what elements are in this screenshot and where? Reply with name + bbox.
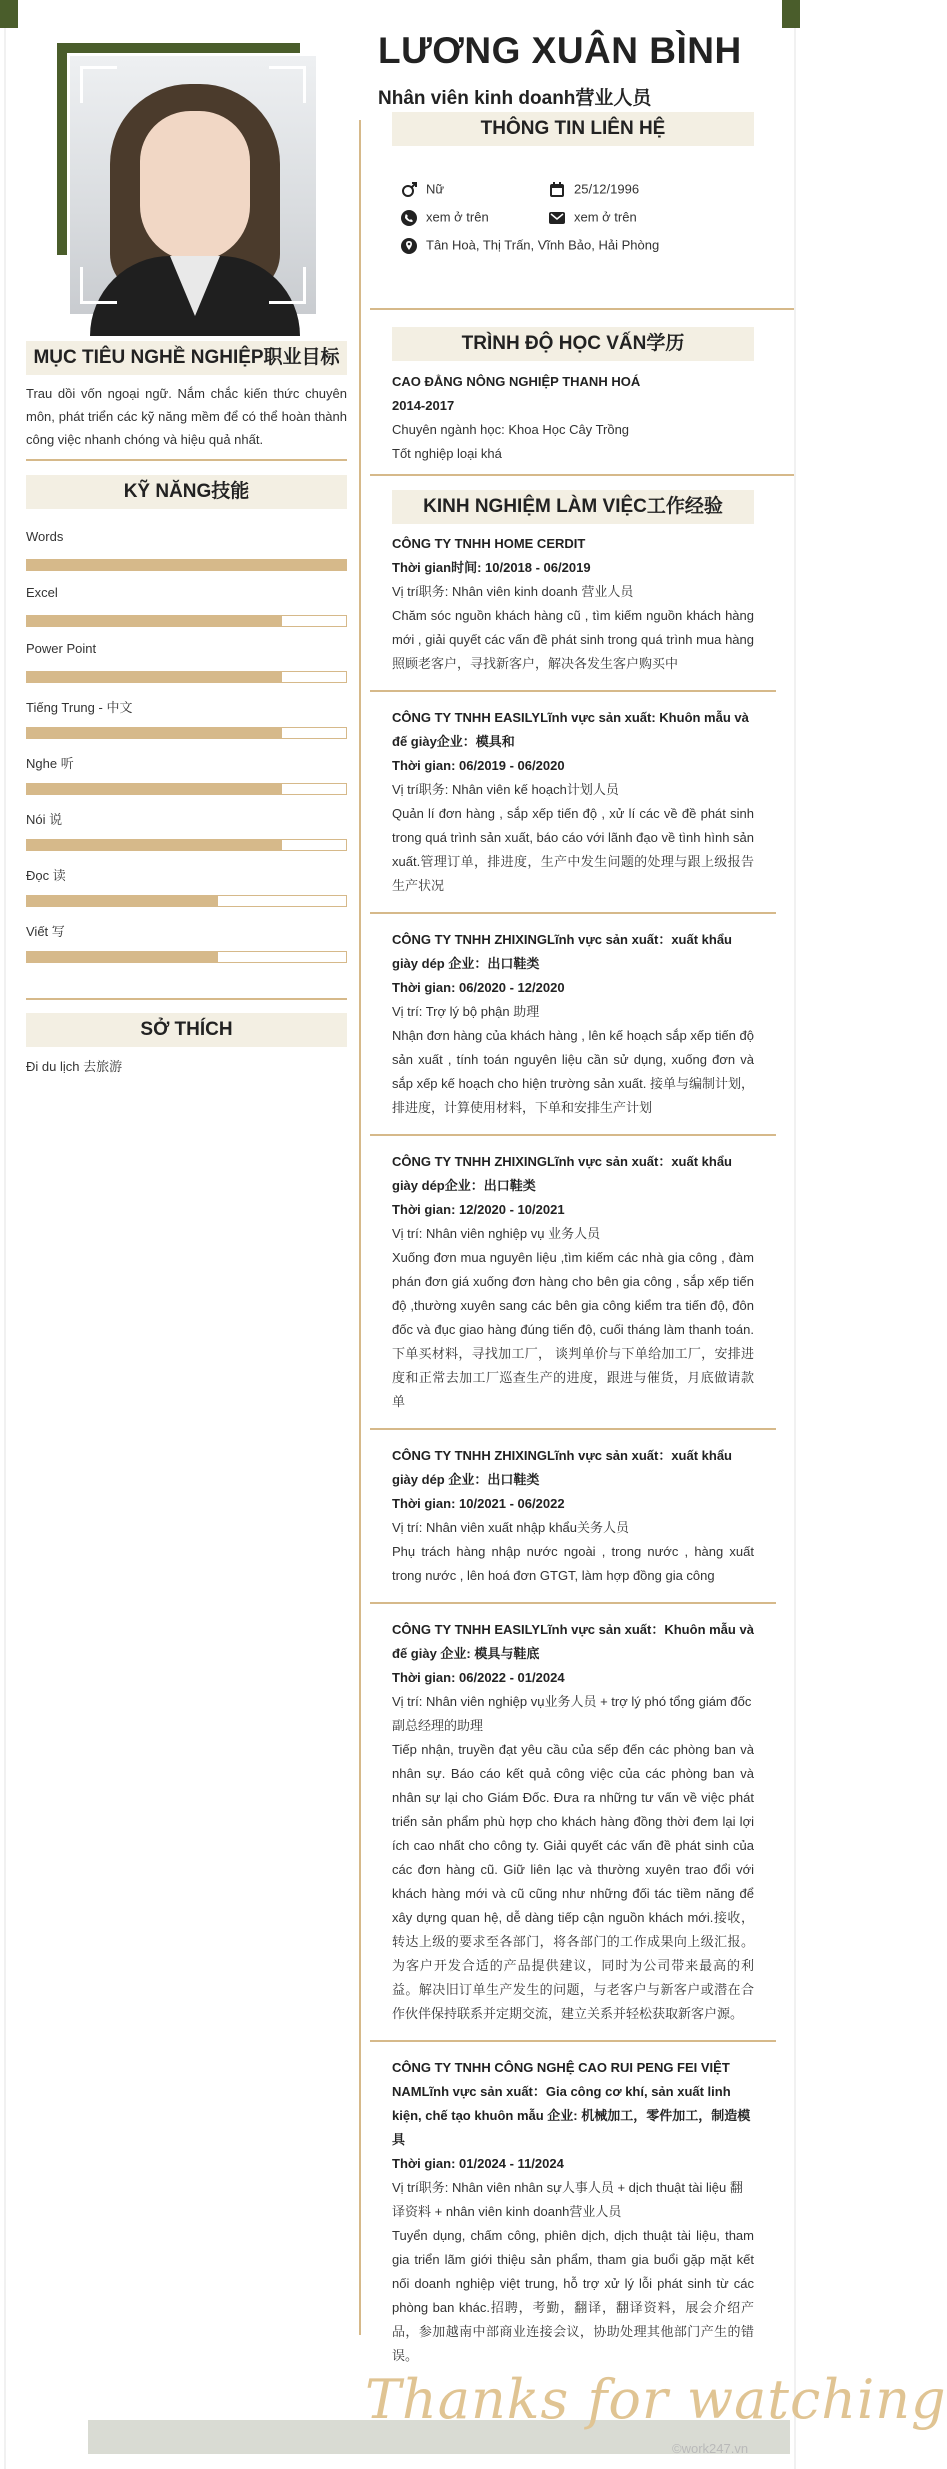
skill-level-bar bbox=[26, 951, 347, 963]
skill-level-bar bbox=[26, 727, 347, 739]
job-description: Tiếp nhận, truyền đạt yêu cầu của sếp đến các phòng ban và nhân sự. Báo cáo kết quả công việc của các phòng ban và nhân sự lại cho Giám Đốc. Đưa ra những tư vấn về việc phát triển sản phẩm phù hợp cho khách hàng đồng thời đem lại lợi ích cao nhất cho công ty. Giải quyết các vấn đề phát sinh của các đơn hàng cũ. Giữ liên lạc và thường xuyên trao đổi với khách hàng mới và cũ cũng như những đối tác tiềm năng để xây dựng quan hệ, dễ dàng tiếp cận nguồn khách mới.接收，转达上级的要求至各部门，将各部门的工作成果向上级汇报。为客户开发合适的产品提供建议，同时为公司带来最高的利益。解决旧订单生产发生的问题，与老客户与新客户或潜在合作伙伴保持联系并定期交流，建立关系并轻松获取新客户源。 bbox=[392, 1742, 754, 2021]
phone-icon bbox=[400, 209, 418, 227]
job-company: CÔNG TY TNHH ZHIXINGLĩnh vực sản xuất：xuất khẩu giày dép企业：出口鞋类 bbox=[392, 1154, 732, 1193]
job-entry bbox=[392, 532, 754, 676]
job-position: Vị trí: Nhân viên nghiệp vụ 业务人员 bbox=[392, 1226, 601, 1241]
skill-level-fill bbox=[27, 672, 282, 682]
job-entry bbox=[392, 706, 754, 898]
job-position: Vị trí: Nhân viên nghiệp vụ业务人员 + trợ lý phó tổng giám đốc副总经理的助理 bbox=[392, 1694, 752, 1733]
skill-level-fill bbox=[27, 616, 282, 626]
corner-decoration-left bbox=[0, 0, 18, 28]
skill-level-bar bbox=[26, 839, 347, 851]
job-company: CÔNG TY TNHH EASILYLĩnh vực sản xuất：Khuôn mẫu và đế giày 企业: 模具与鞋底 bbox=[392, 1622, 754, 1661]
skill-level-bar bbox=[26, 671, 347, 683]
objective-heading: MỤC TIÊU NGHỀ NGHIỆP职业目标 bbox=[26, 341, 347, 375]
contact-heading: THÔNG TIN LIÊN HỆ bbox=[392, 112, 754, 146]
experience-heading: KINH NGHIỆM LÀM VIỆC工作经验 bbox=[392, 490, 754, 524]
job-divider bbox=[370, 1428, 776, 1430]
skill-label: Đọc 读 bbox=[26, 868, 66, 883]
skill-level-fill bbox=[27, 728, 282, 738]
hobbies-text: Đi du lịch 去旅游 bbox=[26, 1059, 123, 1074]
education-heading: TRÌNH ĐỘ HỌC VẤN学历 bbox=[392, 327, 754, 361]
education-block bbox=[392, 370, 754, 466]
job-entry bbox=[392, 928, 754, 1120]
skill-level-fill bbox=[27, 896, 218, 906]
objective-rule bbox=[26, 459, 347, 461]
education-major: Chuyên ngành học: Khoa Học Cây Trồng bbox=[392, 422, 630, 437]
skills-rule bbox=[26, 998, 347, 1000]
job-position: Vị trí职务: Nhân viên kế hoạch计划人员 bbox=[392, 782, 619, 797]
skills-heading: KỸ NĂNG技能 bbox=[26, 475, 347, 509]
contact-address: Tân Hoà, Thị Trấn, Vĩnh Bảo, Hải Phòng bbox=[400, 236, 659, 255]
skill-level-bar bbox=[26, 559, 347, 571]
contact-gender: Nữ bbox=[400, 180, 444, 199]
job-divider bbox=[370, 912, 776, 914]
job-time: Thời gian: 10/2021 - 06/2022 bbox=[392, 1496, 565, 1511]
objective-text: Trau dồi vốn ngoại ngữ. Nắm chắc kiến thức chuyên môn, phát triển các kỹ năng mềm để có thể hoàn thành công việc nhanh chóng và hiệu quả nhất. bbox=[26, 386, 347, 447]
job-divider bbox=[370, 2040, 776, 2042]
job-entry bbox=[392, 1150, 754, 1414]
job-time: Thời gian: 06/2019 - 06/2020 bbox=[392, 758, 565, 773]
skill-label: Viết 写 bbox=[26, 924, 65, 939]
contact-email: xem ở trên bbox=[548, 208, 637, 227]
job-description: Nhận đơn hàng của khách hàng , lên kế hoạch sắp xếp tiến độ sản xuất , tính toán nguyên liệu cần sử dụng, xuống đơn và sắp xếp kế hoạch cho hiện trường sản xuất. 接单与编制计划，排进度，计算使用材料，下单和安排生产计划 bbox=[392, 1028, 754, 1115]
education-rule bbox=[370, 474, 794, 476]
skill-label: Excel bbox=[26, 585, 58, 600]
thanks-signature: Thanks for watching bbox=[365, 2368, 947, 2431]
gender-icon bbox=[400, 181, 418, 199]
email-icon bbox=[548, 209, 566, 227]
watermark: ©work247.vn bbox=[672, 2441, 749, 2456]
education-years: 2014-2017 bbox=[392, 398, 455, 413]
job-description: Xuống đơn mua nguyên liệu ,tìm kiếm các nhà gia công , đàm phán đơn giá xuống đơn hàng cho bên gia công , sắp xếp tiến độ ,thường xuyên sang các bên gia công kiểm tra tiến độ, đôn đốc và đục giao hàng đúng tiến độ, cuối tháng làm thanh toán.下单买材料，寻找加工厂， 谈判单价与下单给加工厂，安排进度和正常去加工厂巡查生产的进度，跟进与催货，月底做请款单 bbox=[392, 1250, 754, 1409]
corner-decoration-right bbox=[782, 0, 800, 28]
skill-level-bar bbox=[26, 615, 347, 627]
job-entry bbox=[392, 1618, 754, 2026]
location-icon bbox=[400, 237, 418, 255]
job-description: Chăm sóc nguồn khách hàng cũ , tìm kiếm nguồn khách hàng mới , giải quyết các vấn đề phát sinh trong quá trình mua hàng 照顾老客户，寻找新客户，解决各发生客户购买中 bbox=[392, 608, 754, 671]
skill-level-fill bbox=[27, 560, 346, 570]
candidate-name: LƯƠNG XUÂN BÌNH bbox=[378, 30, 742, 71]
job-description: Tuyển dụng, chấm công, phiên dịch, dịch thuật tài liệu, tham gia triển lãm giới thiệu sản phẩm, tham gia buổi gặp mặt kết nối doanh nghiệp việt trung, hỗ trợ xử lý lỗi phát sinh từ các phòng ban khác.招聘，考勤，翻译，翻译资料，展会介绍产品，参加越南中部商业连接会议，协助处理其他部门产生的错误。 bbox=[392, 2228, 754, 2363]
skill-level-fill bbox=[27, 840, 282, 850]
contact-phone: xem ở trên bbox=[400, 208, 489, 227]
candidate-title: Nhân viên kinh doanh营业人员 bbox=[378, 88, 652, 109]
job-company: CÔNG TY TNHH ZHIXINGLĩnh vực sản xuất：xuất khẩu giày dép 企业：出口鞋类 bbox=[392, 1448, 732, 1487]
job-position: Vị trí: Nhân viên xuất nhập khẩu关务人员 bbox=[392, 1520, 630, 1535]
skill-level-bar bbox=[26, 895, 347, 907]
job-company: CÔNG TY TNHH CÔNG NGHỆ CAO RUI PENG FEI VIỆT NAMLĩnh vực sản xuất：Gia công cơ khí, sản xuất linh kiện, chế tạo khuôn mẫu 企业: 机械加工，零件加工，制造模具 bbox=[392, 2060, 751, 2147]
skill-label: Power Point bbox=[26, 641, 97, 656]
job-time: Thời gian: 06/2020 - 12/2020 bbox=[392, 980, 565, 995]
job-time: Thời gian: 12/2020 - 10/2021 bbox=[392, 1202, 565, 1217]
column-divider bbox=[359, 120, 361, 2335]
experience-list bbox=[392, 532, 754, 2382]
job-divider bbox=[370, 1134, 776, 1136]
job-position: Vị trí职务: Nhân viên nhân sự人事人员 + dịch thuật tài liệu 翻译资料 + nhân viên kinh doanh营业人员 bbox=[392, 2180, 743, 2219]
skill-label: Nghe 听 bbox=[26, 756, 74, 771]
job-description: Phụ trách hàng nhập nước ngoài , trong nước , hàng xuất trong nước , lên hoá đơn GTGT, làm hợp đồng gia công bbox=[392, 1544, 754, 1583]
job-position: Vị trí: Trợ lý bộ phận 助理 bbox=[392, 1004, 540, 1019]
job-position: Vị trí职务: Nhân viên kinh doanh 营业人员 bbox=[392, 584, 634, 599]
skill-level-fill bbox=[27, 952, 218, 962]
job-company: CÔNG TY TNHH ZHIXINGLĩnh vực sản xuất：xuất khẩu giày dép 企业：出口鞋类 bbox=[392, 932, 732, 971]
job-company: CÔNG TY TNHH EASILYLĩnh vực sản xuất: Khuôn mẫu và đế giày企业：模具和 bbox=[392, 710, 749, 749]
job-time: Thời gian时间: 10/2018 - 06/2019 bbox=[392, 560, 591, 575]
skill-label: Words bbox=[26, 529, 64, 544]
education-school: CAO ĐẲNG NÔNG NGHIỆP THANH HOÁ bbox=[392, 374, 641, 389]
contact-birthday: 25/12/1996 bbox=[548, 180, 639, 199]
skill-label: Tiếng Trung - 中文 bbox=[26, 700, 133, 715]
job-entry bbox=[392, 2056, 754, 2368]
calendar-icon bbox=[548, 181, 566, 199]
job-divider bbox=[370, 690, 776, 692]
contact-rule bbox=[370, 308, 794, 310]
hobbies-heading: SỞ THÍCH bbox=[26, 1013, 347, 1047]
skill-level-fill bbox=[27, 784, 282, 794]
skill-level-bar bbox=[26, 783, 347, 795]
job-time: Thời gian: 06/2022 - 01/2024 bbox=[392, 1670, 565, 1685]
page-border-left bbox=[4, 0, 6, 2469]
page-border-right bbox=[794, 0, 796, 2469]
education-result: Tốt nghiệp loại khá bbox=[392, 446, 502, 461]
job-time: Thời gian: 01/2024 - 11/2024 bbox=[392, 2156, 564, 2171]
job-entry bbox=[392, 1444, 754, 1588]
skill-label: Nói 说 bbox=[26, 812, 63, 827]
job-company: CÔNG TY TNHH HOME CERDIT bbox=[392, 536, 586, 551]
job-divider bbox=[370, 1602, 776, 1604]
profile-photo bbox=[70, 56, 316, 314]
job-description: Quản lí đơn hàng , sắp xếp tiến độ , xử lí các về đề phát sinh trong quá trình sản xuất, báo cáo với lãnh đạo về tình hình sản xuất.管理订单，排进度，生产中发生问题的处理与跟上级报告生产状况 bbox=[392, 806, 754, 893]
